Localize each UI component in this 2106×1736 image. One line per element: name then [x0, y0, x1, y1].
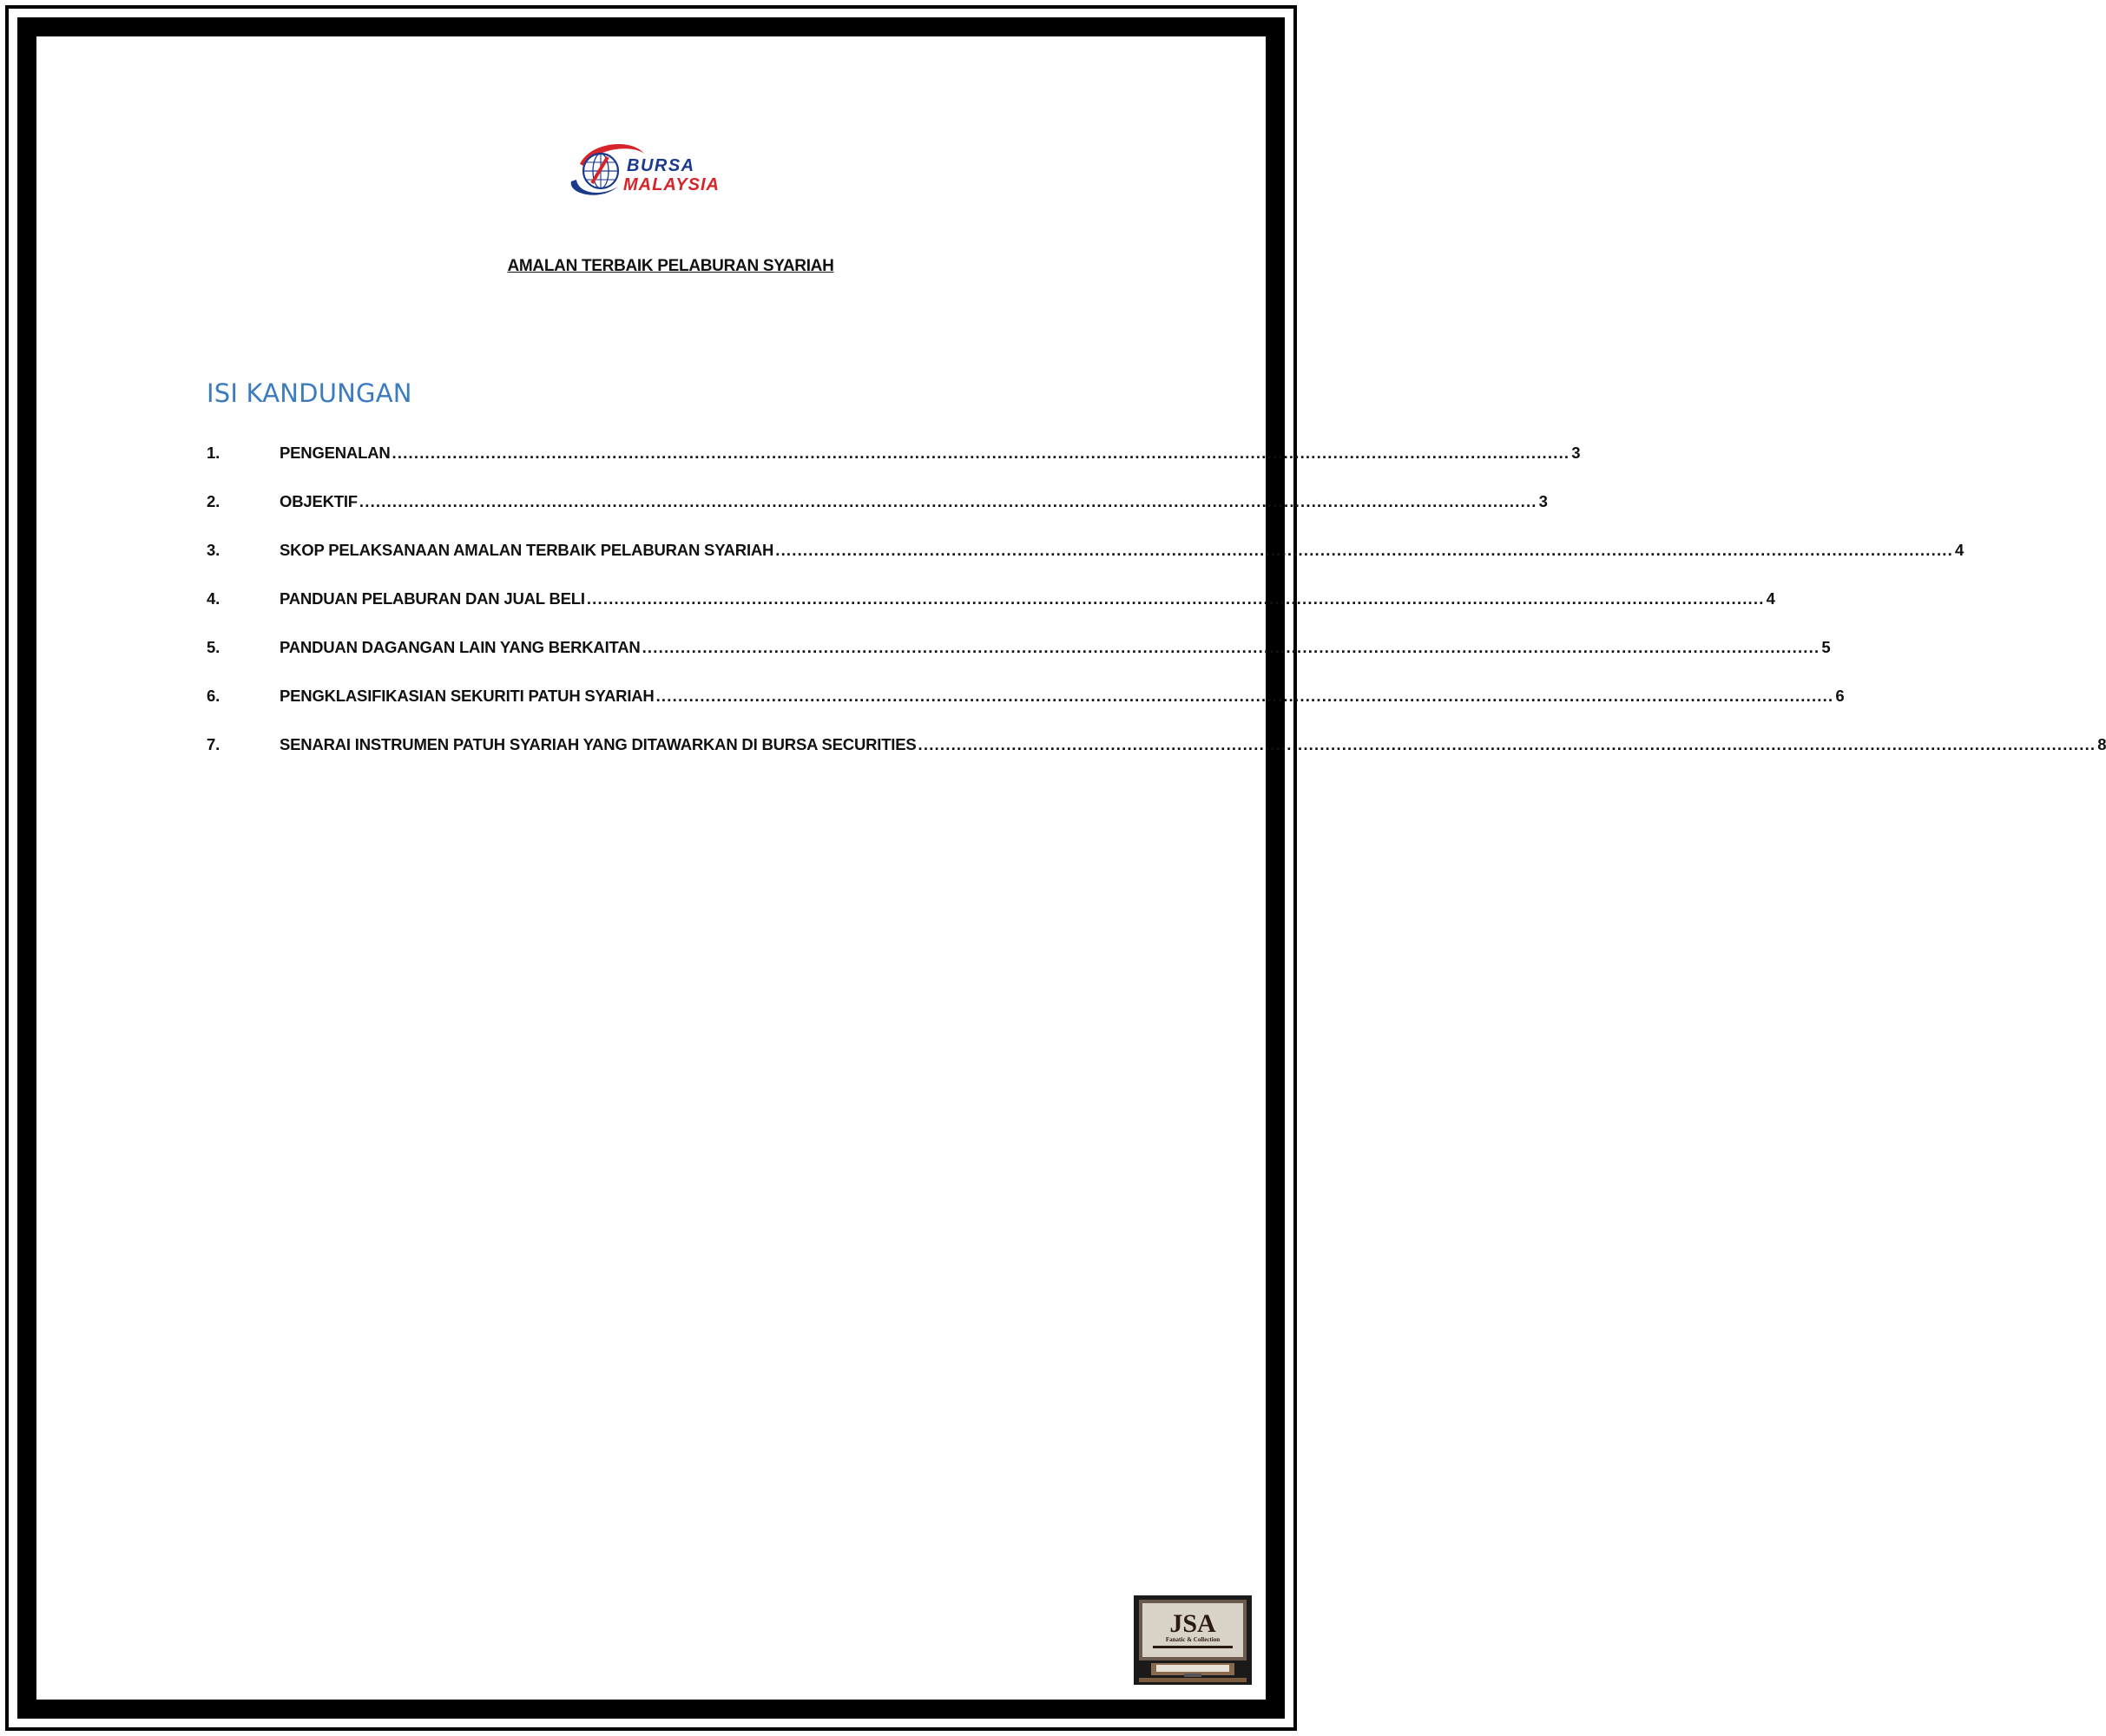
- logo-line2: MALAYSIA: [623, 175, 720, 194]
- stamp-title: JSA: [1169, 1609, 1216, 1638]
- toc-entry-page: 3: [1571, 444, 1581, 462]
- toc-entry-title: PENGENALAN: [280, 444, 391, 462]
- toc-entry[interactable]: [207, 633, 1831, 662]
- toc-dot-leader: ......................................................................................................................................................................................................................: [586, 589, 1765, 608]
- toc-dot-leader: ......................................................................................................................................................................................................................: [642, 638, 1820, 656]
- toc-entry[interactable]: [207, 536, 1965, 565]
- toc-heading: ISI KANDUNGAN: [207, 378, 412, 408]
- toc-entry-title: SKOP PELAKSANAAN AMALAN TERBAIK PELABURAN SYARIAH: [280, 541, 774, 559]
- bursa-malaysia-logo: [564, 136, 781, 206]
- toc-entry-number: 2.: [207, 492, 220, 510]
- toc-entry-title: PANDUAN DAGANGAN LAIN YANG BERKAITAN: [280, 638, 641, 656]
- toc-entry-number: 3.: [207, 541, 220, 559]
- stamp-subtitle: Fanatic & Collection: [1165, 1636, 1221, 1643]
- table-of-contents: [207, 438, 2106, 779]
- toc-entry-page: 4: [1954, 541, 1965, 559]
- logo-line1: BURSA: [627, 156, 695, 175]
- toc-entry-number: 4.: [207, 589, 220, 608]
- toc-dot-leader: ......................................................................................................................................................................................................................: [392, 444, 1570, 462]
- toc-entry-page: 4: [1766, 589, 1775, 608]
- toc-entry[interactable]: [207, 584, 1775, 614]
- toc-entry[interactable]: [207, 730, 2106, 760]
- toc-entry-title: PANDUAN PELABURAN DAN JUAL BELI: [280, 589, 585, 608]
- toc-entry-title: PENGKLASIFIKASIAN SEKURITI PATUH SYARIAH: [280, 687, 655, 705]
- toc-dot-leader: ......................................................................................................................................................................................................................: [359, 492, 1537, 510]
- toc-entry-title: SENARAI INSTRUMEN PATUH SYARIAH YANG DITAWARKAN DI BURSA SECURITIES: [280, 735, 917, 753]
- document-title: AMALAN TERBAIK PELABURAN SYARIAH: [507, 257, 834, 275]
- toc-entry[interactable]: [207, 487, 1548, 516]
- toc-entry-page: 8: [2097, 735, 2106, 753]
- toc-entry-number: 6.: [207, 687, 220, 705]
- toc-entry-number: 1.: [207, 444, 220, 462]
- toc-entry-page: 6: [1835, 687, 1845, 705]
- toc-entry-page: 5: [1821, 638, 1831, 656]
- toc-entry-title: OBJEKTIF: [280, 492, 358, 510]
- toc-entry[interactable]: [207, 681, 1845, 711]
- toc-entry-number: 7.: [207, 735, 220, 753]
- toc-entry[interactable]: [207, 438, 1581, 468]
- toc-dot-leader: ......................................................................................................................................................................................................................: [918, 735, 2096, 753]
- toc-entry-number: 5.: [207, 638, 220, 656]
- toc-dot-leader: ......................................................................................................................................................................................................................: [775, 541, 1953, 559]
- toc-entry-page: 3: [1538, 492, 1548, 510]
- toc-dot-leader: ......................................................................................................................................................................................................................: [655, 687, 1834, 705]
- jsa-stamp: [1134, 1595, 1252, 1685]
